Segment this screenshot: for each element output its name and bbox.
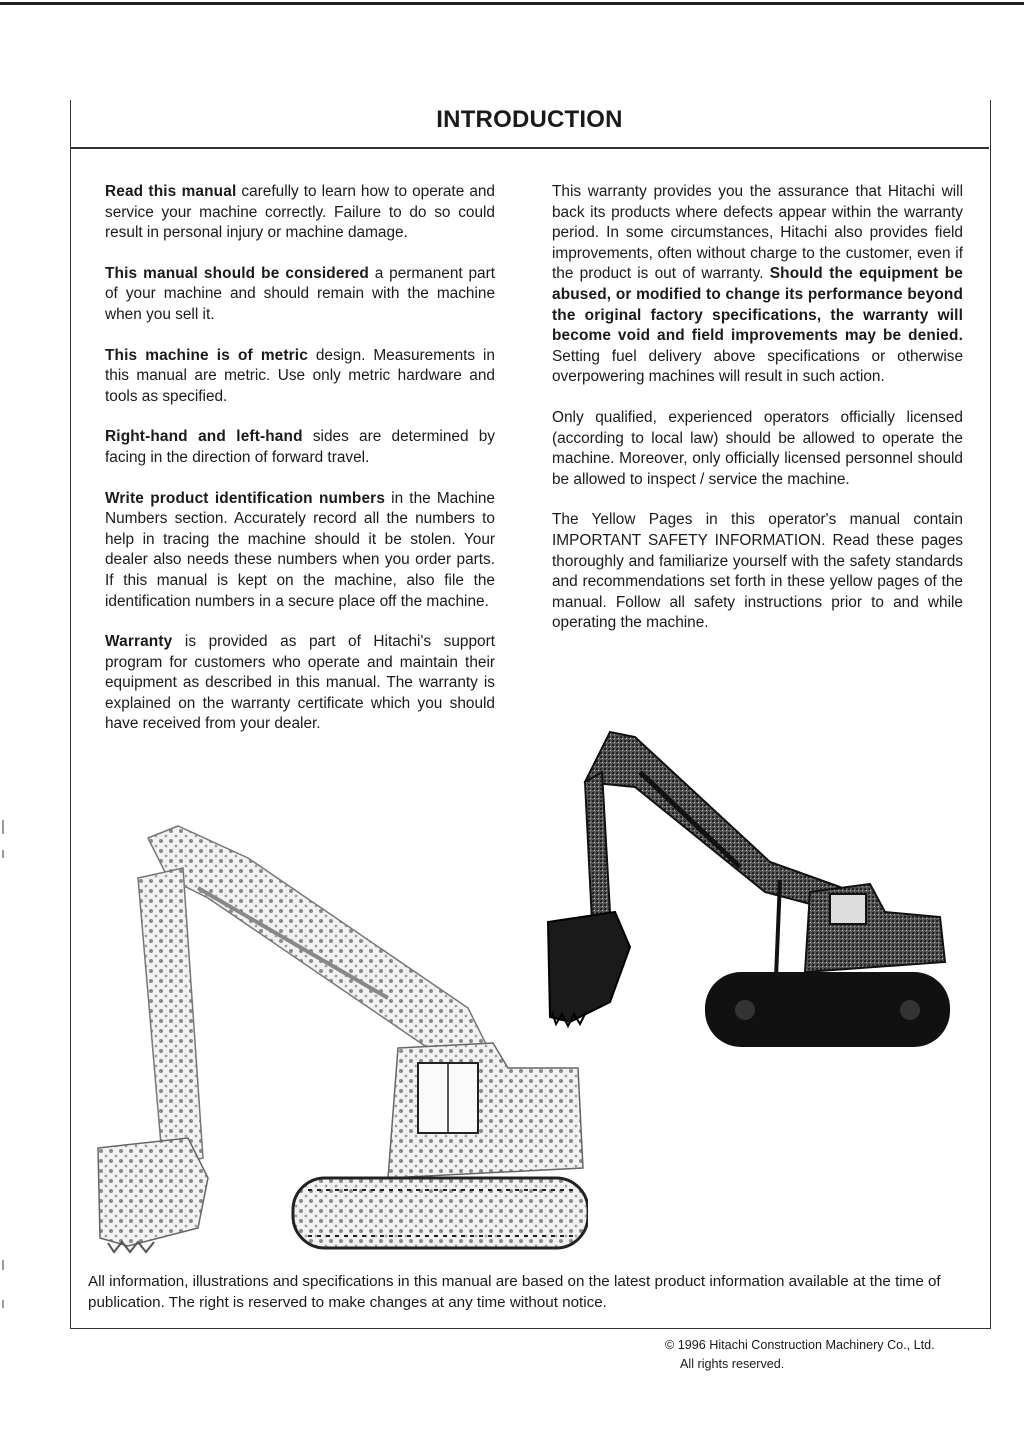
excavator-dark-icon — [548, 732, 950, 1047]
paragraph-handedness — [105, 427, 495, 468]
body-text: in the Machine Numbers section. Accurately record all the numbers to help in tracing the machine should it be stolen. Your dealer also needs these numbers when you order parts. If this manual is kept on the machine, also file the identification numbers in a secure place off the machine. — [105, 489, 495, 610]
title-box — [70, 100, 989, 149]
paragraph-read-manual — [105, 182, 495, 244]
lead-text: This manual should be considered — [105, 264, 369, 282]
lead-text: This machine is of metric — [105, 346, 308, 364]
paragraph-warranty-assurance — [552, 182, 963, 388]
paragraph-metric — [105, 346, 495, 408]
body-text: a permanent part of your machine and should remain with the machine when you sell it. — [105, 264, 495, 323]
body-text: Setting fuel delivery above specifications or otherwise overpowering machines will result in such action. — [552, 347, 963, 386]
copyright-notice — [665, 1336, 985, 1374]
body-text: design. Measurements in this manual are metric. Use only metric hardware and tools as specified. — [105, 346, 495, 405]
body-text: carefully to learn how to operate and service your machine correctly. Failure to do so could result in personal injury or machine damage. — [105, 183, 495, 242]
lead-text: Read this manual — [105, 183, 237, 200]
paragraph-identification-numbers — [105, 489, 495, 613]
lead-text: Write product identification numbers — [105, 489, 386, 507]
footer-disclaimer: All information, illustrations and specifications in this manual are based on the latest product information available at the time of publication. The right is reserved to make changes at any time without notice. — [88, 1273, 941, 1311]
copyright-line: © 1996 Hitachi Construction Machinery Co., Ltd. — [665, 1338, 935, 1352]
excavator-dark-illustration — [540, 712, 960, 1084]
body-text: is provided as part of Hitachi's support program for customers who operate and maintain their equipment as described in this manual. The warranty is explained on the warranty certificate which you should have received from your dealer. — [105, 633, 495, 733]
rights-reserved-line: All rights reserved. — [680, 1357, 785, 1371]
paragraph-permanent-part — [105, 264, 495, 326]
paragraph-qualified-operators: Only qualified, experienced operators officially licensed (according to local law) should be allowed to operate the machine. Moreover, only officially licensed personnel should be allowed to inspect / service the machine. — [552, 408, 963, 488]
lead-text: Right-hand and left-hand — [105, 428, 303, 446]
warning-text: Should the equipment be abused, or modified to change its performance beyond the original factory specifications, the warranty will become void and field improvements may be denied. — [552, 265, 963, 345]
lead-text: Warranty — [105, 633, 173, 651]
left-column — [105, 182, 495, 755]
scan-edge-marks — [2, 0, 8, 1449]
body-text: This warranty provides you the assurance that Hitachi will back its products where defects appear within the warranty period. In some circumstances, Hitachi also provides field improvements, often without charge to the customer, even if the product is out of warranty. — [552, 183, 963, 283]
excavator-light-icon — [98, 826, 588, 1252]
paragraph-yellow-pages: The Yellow Pages in this operator's manual contain IMPORTANT SAFETY INFORMATION. Read these pages thoroughly and familiarize yourself with the safety standards and recommendations set forth in these yellow pages of the manual. Follow all safety instructions prior to and while operating the machine. — [552, 511, 963, 632]
page-title: INTRODUCTION — [436, 106, 623, 133]
paragraph-warranty — [105, 632, 495, 735]
body-text: sides are determined by facing in the direction of forward travel. — [105, 428, 495, 466]
right-column — [552, 182, 963, 654]
top-scan-rule — [0, 2, 1024, 5]
excavator-light-illustration — [88, 818, 588, 1258]
